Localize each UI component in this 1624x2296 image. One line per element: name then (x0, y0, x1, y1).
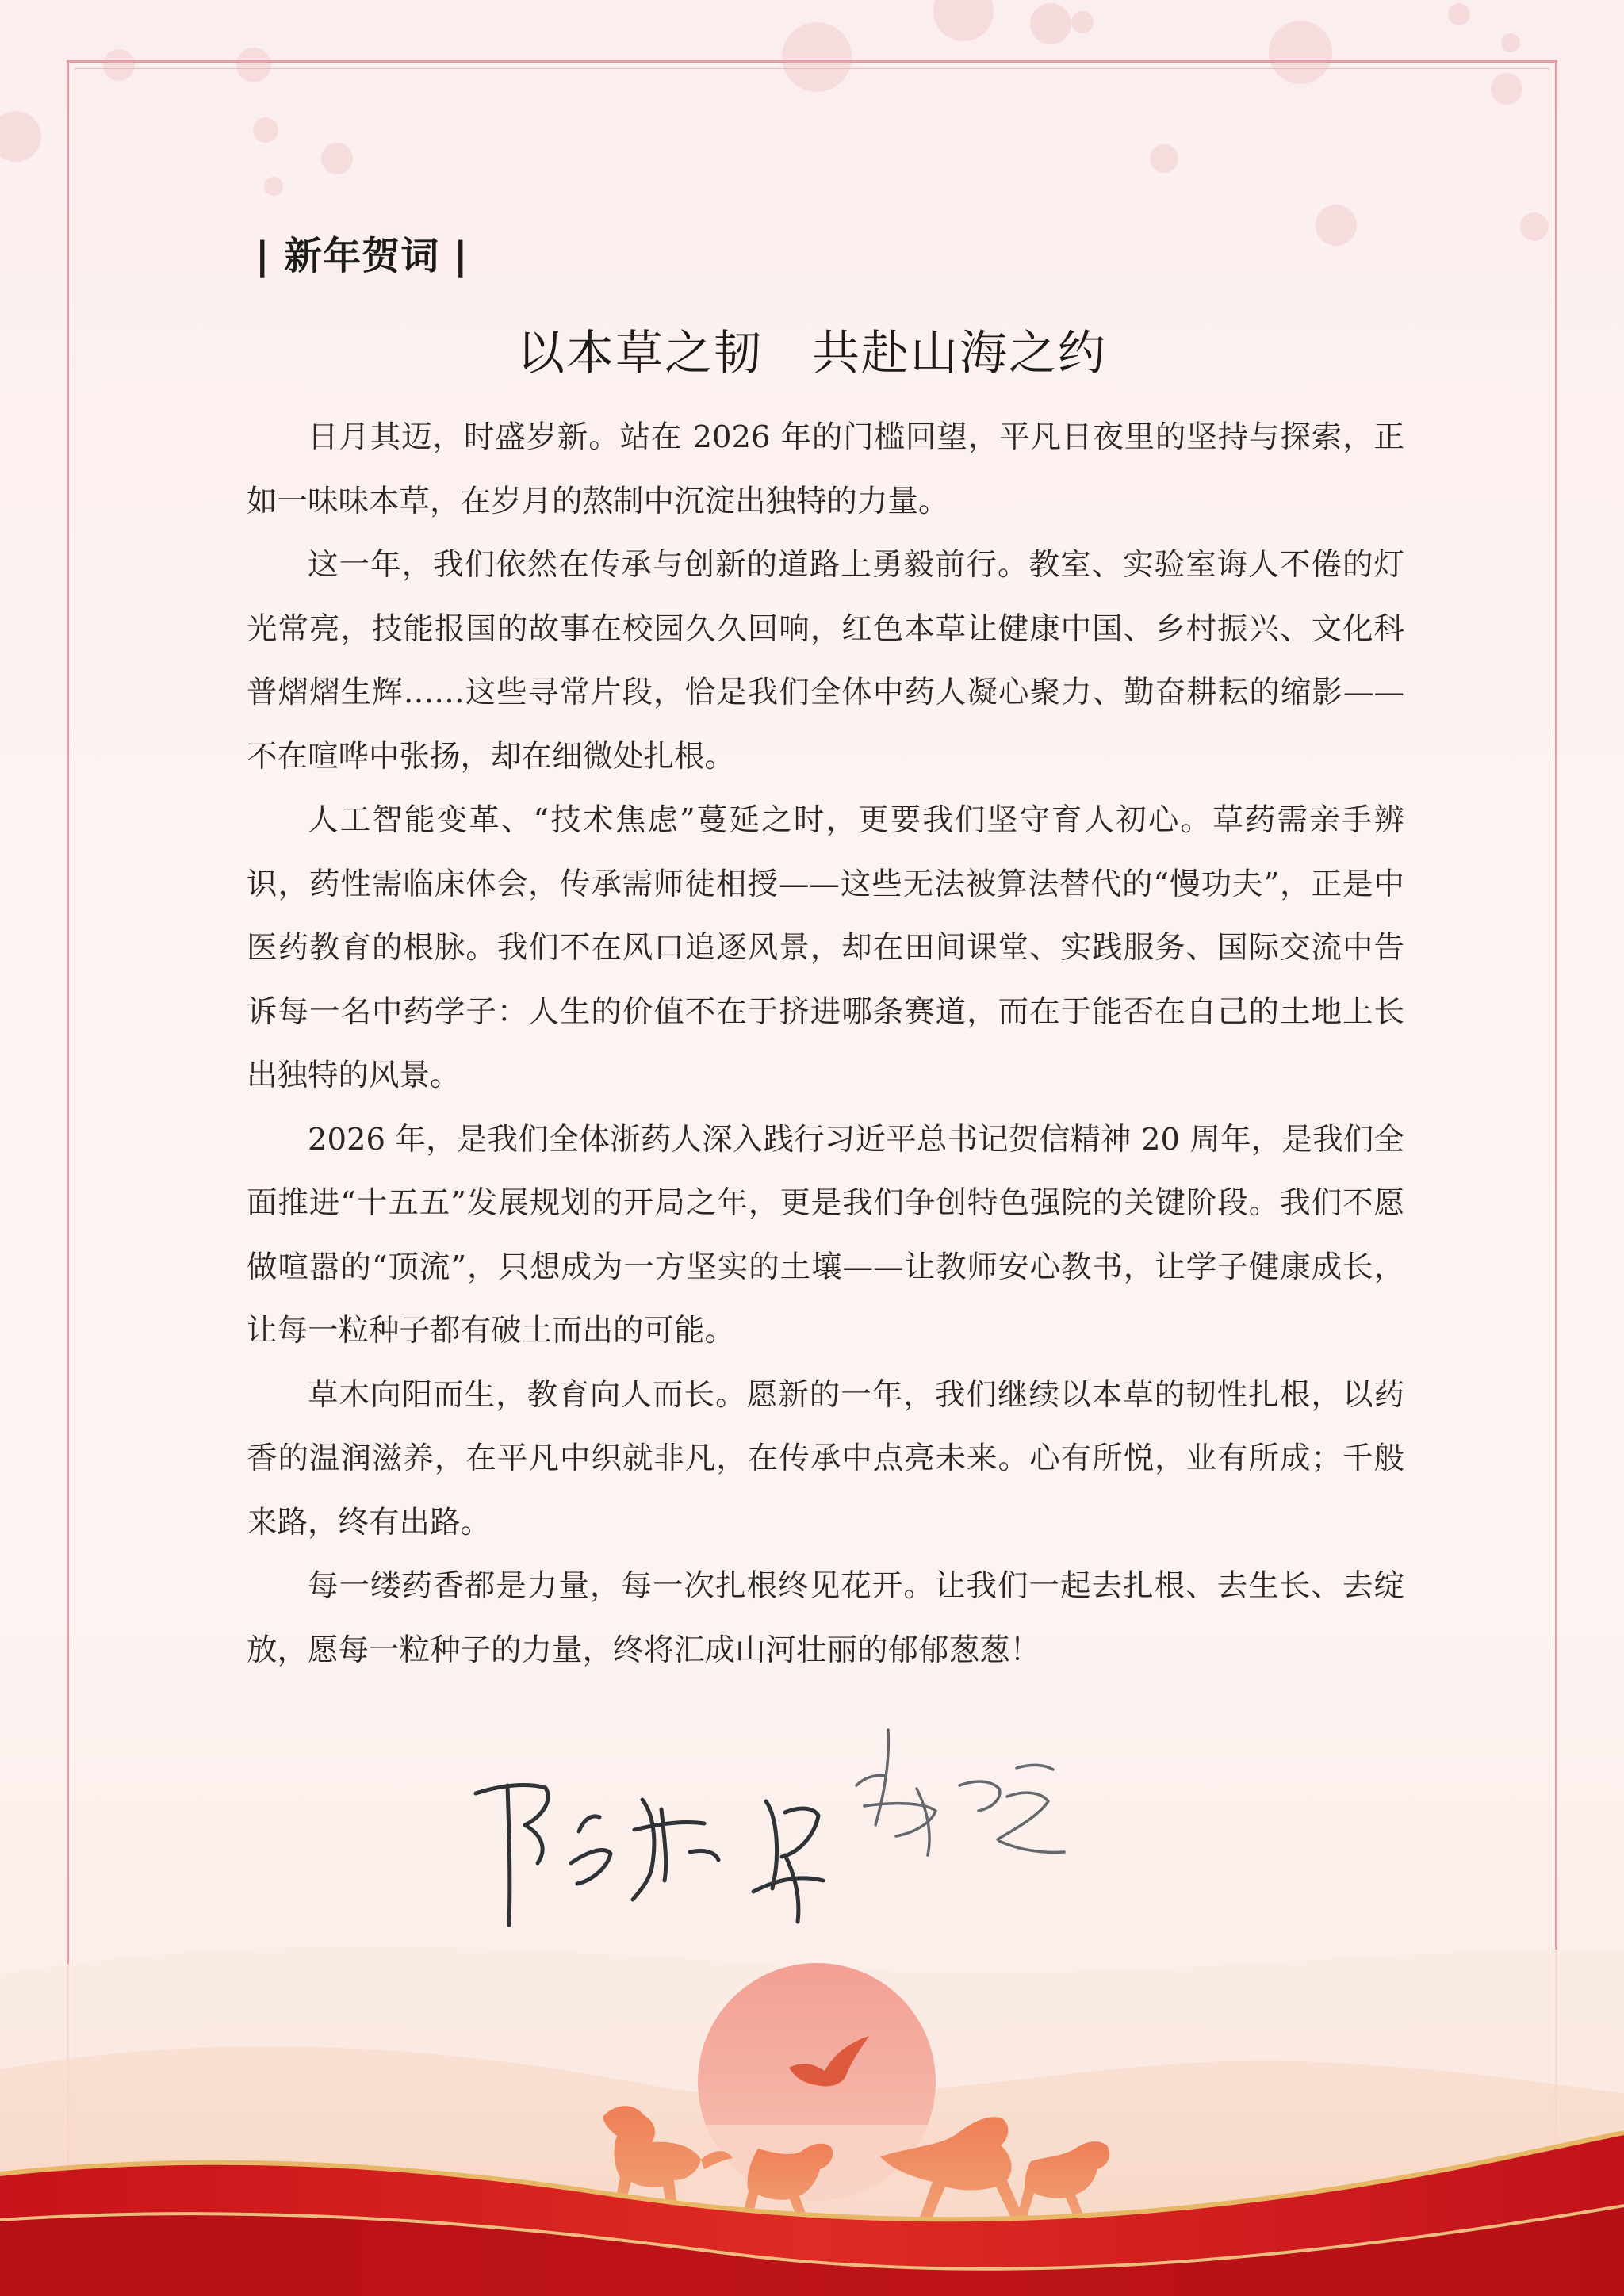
paragraph-6: 每一缕药香都是力量，每一次扎根终见花开。让我们一起去扎根、去生长、去绽放，愿每一粒种子的力量，终将汇成山河壮丽的郁郁葱葱！ (247, 1568, 1404, 1668)
letter-body (247, 406, 1404, 1682)
bottom-scene (0, 1887, 1624, 2296)
paragraph-1: 日月其迈，时盛岁新。站在 2026 年的门槛回望，平凡日夜里的坚持与探索，正如一味味本草，在岁月的熬制中沉淀出独特的力量。 (247, 419, 1404, 519)
letter-title: 以本草之韧 共赴山海之约 (517, 326, 1107, 381)
paragraph-3: 人工智能变革、“技术焦虑”蔓延之时，更要我们坚守育人初心。草药需亲手辨识，药性需临床体会，传承需师徒相授——这些无法被算法替代的“慢功夫”，正是中医药教育的根脉。我们不在风口追逐风景，却在田间课堂、实践服务、国际交流中告诉每一名中药学子：人生的价值不在于挤进哪条赛道，而在于能否在自己的土地上长出独特的风景。 (247, 802, 1404, 1093)
section-tag: | 新年贺词 | (255, 234, 469, 278)
paragraph-5: 草木向阳而生，教育向人而长。愿新的一年，我们继续以本草的韧性扎根，以药香的温润滋养，在平凡中织就非凡，在传承中点亮未来。心有所悦，业有所成；千般来路，终有出路。 (247, 1376, 1404, 1540)
paragraph-2: 这一年，我们依然在传承与创新的道路上勇毅前行。教室、实验室诲人不倦的灯光常亮，技能报国的故事在校园久久回响，红色本草让健康中国、乡村振兴、文化科普熠熠生辉……这些寻常片段，恰是我们全体中药人凝心聚力、勤奋耕耘的缩影——不在喧哗中张扬，却在细微处扎根。 (247, 547, 1404, 775)
paragraph-4: 2026 年，是我们全体浙药人深入践行习近平总书记贺信精神 20 周年，是我们全面推进“十五五”发展规划的开局之年，更是我们争创特色强院的关键阶段。我们不愿做喧嚣的“顶流”，只想成为一方坚实的土壤——让教师安心教书，让学子健康成长，让每一粒种子都有破土而出的可能。 (247, 1121, 1404, 1349)
